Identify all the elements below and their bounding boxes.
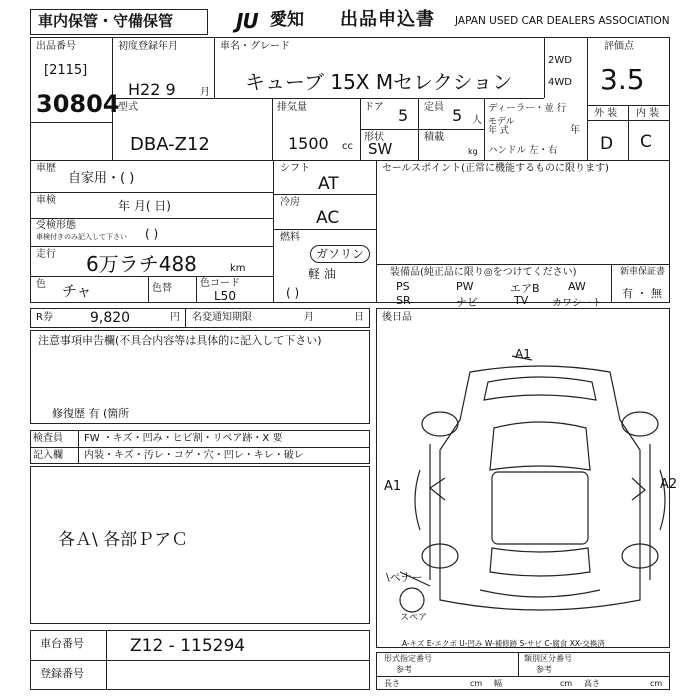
rating-label: 評価点 [604, 41, 634, 52]
class-num-ref: 参考 [536, 665, 552, 674]
entry-label: 記入欄 [33, 450, 63, 461]
recycle-label: R券 [36, 312, 53, 323]
mark-a1-top: A1 [515, 347, 531, 361]
cc-label: cc [342, 141, 353, 152]
equipment-label: 装備品(純正品に限り◎をつけてください) [390, 267, 577, 278]
remarks-value: 各Ａ\ 各部ＰアＣ [58, 530, 189, 550]
interior-row: 内装・キズ・汚レ・コゲ・穴・凹レ・キレ・破レ [84, 450, 304, 461]
mileage-label: 走行 [36, 249, 56, 260]
equipment-item: エアB [510, 282, 540, 295]
spare-annotation: \ペナー [386, 571, 423, 584]
kerosene-label: 軽 油 [308, 267, 336, 281]
region-label: 愛知 [270, 10, 304, 30]
equipment-item: ナビ [456, 296, 478, 309]
length-label: 長さ [384, 679, 400, 688]
warranty-label: 新車保証書 [620, 267, 666, 277]
mileage-value: 6万ラチ488 [86, 252, 197, 276]
inspection-date: 年 月( 日) [118, 199, 171, 213]
kg-label: kg [468, 147, 478, 156]
interior-value: C [640, 132, 652, 152]
drive-2wd-label: 2WD [548, 55, 572, 66]
capacity-label: 定員 [424, 102, 444, 113]
model-year-label: モデル 年 式 [488, 117, 515, 137]
cooling-value: AC [316, 208, 340, 228]
lot-sub-value: [2115] [44, 63, 88, 78]
received-note: 車検付きのみ記入して下さい [36, 233, 127, 241]
width-cm: cm [560, 679, 573, 688]
equipment-item: AW [568, 280, 586, 293]
interior-label: 内 装 [636, 108, 660, 119]
mark-a1-left: A1 [384, 479, 402, 494]
repair-history-label: 修復歴 有 (箇所 [52, 407, 130, 420]
height-cm: cm [650, 679, 663, 688]
shift-value: AT [318, 174, 339, 194]
class-num-label: 類別区分番号 [524, 654, 572, 663]
name-change-day: 日 [354, 312, 364, 323]
equipment-item: PS [396, 280, 410, 293]
displacement-value: 1500 [288, 134, 329, 153]
model-value: DBA-Z12 [130, 134, 210, 155]
load-label: 積載 [424, 132, 444, 143]
mark-a2-right: A2 [660, 477, 678, 492]
received-label: 受検形態 [36, 220, 76, 231]
shift-label: シフト [280, 163, 310, 174]
shape-label: 形状 [364, 132, 384, 143]
ju-logo-text: JU [236, 9, 258, 33]
name-change-label: 名変通知期限 [192, 312, 252, 323]
inspector-label: 検査員 [33, 433, 63, 444]
first-reg-month-label: 月 [200, 87, 210, 98]
fuel-paren: ( ) [286, 286, 300, 300]
height-label: 高さ [584, 679, 600, 688]
km-label: km [230, 263, 246, 274]
damage-legend: A-キズ E-エクボ U-凹み W-補修跡 S-サビ C-腐食 XX-交換済 [402, 639, 605, 648]
form-title: 出品申込書 [340, 9, 435, 30]
equipment-item: カワシート [552, 298, 602, 309]
reg-number-label: 登録番号 [40, 667, 84, 680]
cooling-label: 冷房 [280, 197, 300, 208]
history-label: 車歴 [36, 163, 56, 174]
year-label: 年 [570, 125, 580, 136]
exterior-label: 外 装 [594, 108, 618, 119]
equipment-item: PW [456, 280, 474, 293]
equipment-item: TV [514, 294, 529, 307]
model-cert-label: 形式指定番号 [384, 654, 432, 663]
exterior-value: D [600, 134, 614, 154]
name-change-month: 月 [304, 312, 314, 323]
model-cert-ref: 参考 [396, 665, 412, 674]
private-use: 自家用・( ) [68, 171, 135, 186]
first-reg-label: 初度登録年月 [118, 41, 178, 52]
doors-value: 5 [398, 106, 409, 125]
fuel-value: ガソリン [310, 245, 370, 263]
spare-label: スペア [400, 613, 428, 623]
lot-number-value: 30804 [36, 90, 120, 118]
color-code-value: L50 [214, 289, 236, 303]
displacement-label: 排気量 [277, 102, 307, 113]
car-name-label: 車名・グレード [220, 41, 290, 52]
chassis-value: Z12 - 115294 [130, 636, 246, 656]
chassis-label: 車台番号 [40, 637, 84, 650]
inspection-label: 車検 [36, 195, 56, 206]
color-value: チャ [62, 282, 92, 300]
sales-point-label: セールスポイント(正常に機能するものに限ります) [382, 163, 609, 174]
color-change-label: 色替 [152, 283, 172, 294]
doors-label: ドア [364, 102, 384, 113]
drive-4wd-label: 4WD [548, 77, 572, 88]
capacity-value: 5 [452, 106, 463, 125]
car-name-value: キューブ 15X Mセレクション [245, 70, 513, 94]
fw-row: FW ・キズ・凹み・ヒビ割・リペア跡・X 要 [84, 433, 283, 444]
recycle-value: 9,820 [90, 310, 131, 326]
model-label: 型式 [118, 102, 138, 113]
color-label: 色 [36, 279, 46, 290]
storage-label: 車内保管・守備保管 [38, 12, 174, 30]
association-name: JAPAN USED CAR DEALERS ASSOCIATION [455, 15, 670, 27]
width-label: 幅 [494, 679, 502, 688]
fuel-label: 燃料 [280, 232, 300, 243]
notes-label: 注意事項申告欄(不具合内容等は具体的に記入して下さい) [38, 334, 322, 347]
first-reg-value: H22 9 [128, 80, 176, 99]
received-paren: ( ) [145, 227, 159, 241]
equipment-item: SR [396, 294, 411, 307]
dealer-label: ディーラー・並 行 [488, 103, 567, 114]
lot-number-label: 出品番号 [36, 41, 76, 52]
handle-label: ハンドル 左・右 [488, 145, 558, 156]
length-cm: cm [470, 679, 483, 688]
shape-value: SW [368, 140, 393, 158]
have-none-label: 有 ・ 無 [622, 287, 662, 300]
seat-label: 後日品 [382, 312, 412, 323]
color-code-label: 色コード [200, 278, 240, 289]
rating-value: 3.5 [600, 63, 645, 96]
person-label: 人 [472, 115, 482, 126]
yen-label: 円 [170, 312, 180, 323]
